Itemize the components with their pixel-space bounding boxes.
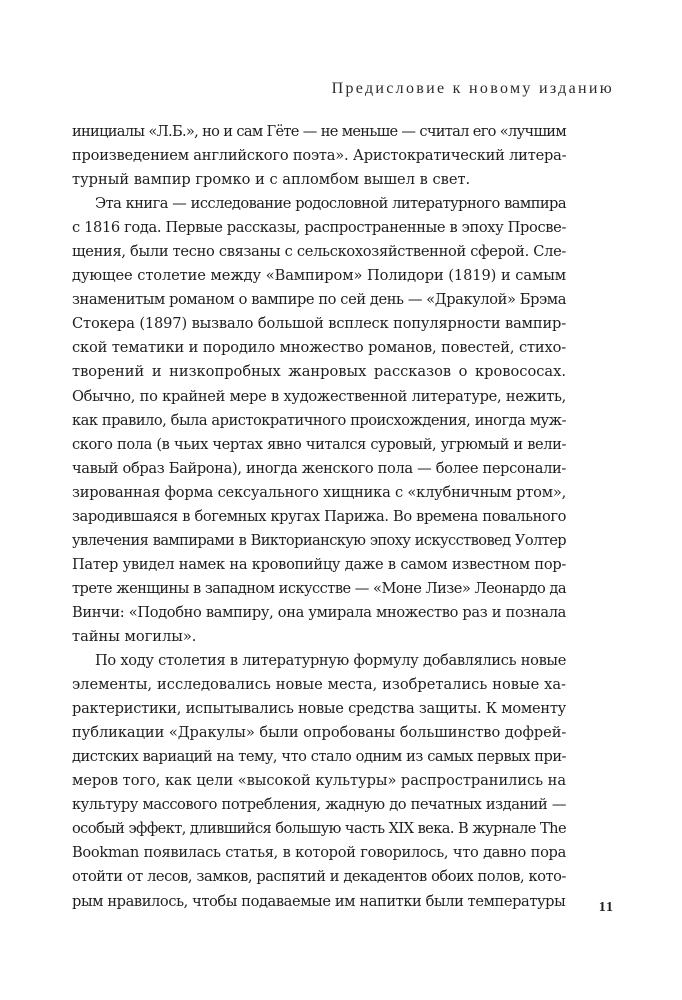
page-number: 11 bbox=[598, 900, 614, 915]
text-line: чавый образ Байрона), иногда женского пола — более персонали- bbox=[72, 459, 566, 477]
text-line: ского пола (в чьих чертах явно читался суровый, угрюмый и вели- bbox=[72, 435, 566, 453]
text-line: Стокера (1897) вызвало большой всплеск популярности вампир- bbox=[72, 315, 566, 333]
text-line: как правило, была аристократичного происхождения, иногда муж- bbox=[72, 411, 566, 429]
text-line: дистских вариаций на тему, что стало одним из самых первых при- bbox=[72, 748, 566, 766]
text-line: ской тематики и породило множество романов, повестей, стихо- bbox=[72, 339, 566, 357]
text-line: дующее столетие между «Вампиром» Полидори (1819) и самым bbox=[72, 267, 566, 285]
text-line: творений и низкопробных жанровых рассказов о кровососах. bbox=[72, 363, 566, 381]
text-line: особый эффект, длившийся большую часть XIX века. В журнале The bbox=[72, 820, 566, 838]
text-line: зированная форма сексуального хищника с «клубничным ртом», bbox=[72, 483, 567, 501]
text-line: Обычно, по крайней мере в художественной литературе, нежить, bbox=[72, 387, 566, 405]
text-line: трете женщины в западном искусстве — «Моне Лизе» Леонардо да bbox=[72, 579, 566, 597]
text-line: Патер увидел намек на кровопийцу даже в самом известном пор- bbox=[72, 555, 566, 573]
running-header: Предисловие к новому изданию bbox=[331, 80, 614, 97]
text-line: публикации «Дракулы» были опробованы большинство дофрей- bbox=[72, 724, 567, 742]
text-line: зародившаяся в богемных кругах Парижа. Во времена повального bbox=[72, 507, 566, 525]
text-line: знаменитым романом о вампире по сей день — «Дракулой» Брэма bbox=[72, 291, 567, 309]
text-line: щения, были тесно связаны с сельскохозяйственной сферой. Сле- bbox=[72, 243, 567, 261]
text-line: отойти от лесов, замков, распятий и декадентов обоих полов, кото- bbox=[72, 868, 566, 886]
text-line: увлечения вампирами в Викторианскую эпоху искусствовед Уолтер bbox=[72, 531, 566, 549]
text-line: Эта книга — исследование родословной литературного вампира bbox=[95, 195, 566, 213]
text-line: с 1816 года. Первые рассказы, распространенные в эпоху Просве- bbox=[72, 219, 567, 237]
text-line: элементы, исследовались новые места, изобретались новые ха- bbox=[72, 676, 566, 694]
text-line: культуру массового потребления, жадную до печатных изданий — bbox=[72, 796, 566, 814]
text-line: Винчи: «Подобно вампиру, она умирала множество раз и познала bbox=[72, 603, 566, 621]
text-line: рым нравилось, чтобы подаваемые им напитки были температуры bbox=[72, 892, 566, 910]
text-line: Bookman появилась статья, в которой говорилось, что давно пора bbox=[72, 844, 566, 862]
text-line: произведением английского поэта». Аристократический литера- bbox=[72, 147, 567, 165]
body-text bbox=[72, 120, 566, 914]
text-line: тайны могилы». bbox=[72, 627, 197, 645]
text-line: турный вампир громко и с апломбом вышел в свет. bbox=[72, 171, 471, 189]
text-line: рактеристики, испытывались новые средства защиты. К моменту bbox=[72, 700, 566, 718]
text-line: меров того, как цели «высокой культуры» распространились на bbox=[72, 772, 566, 790]
text-line: По ходу столетия в литературную формулу добавлялись новые bbox=[95, 652, 566, 670]
text-line: инициалы «Л.Б.», но и сам Гёте — не меньше — считал его «лучшим bbox=[72, 123, 566, 140]
